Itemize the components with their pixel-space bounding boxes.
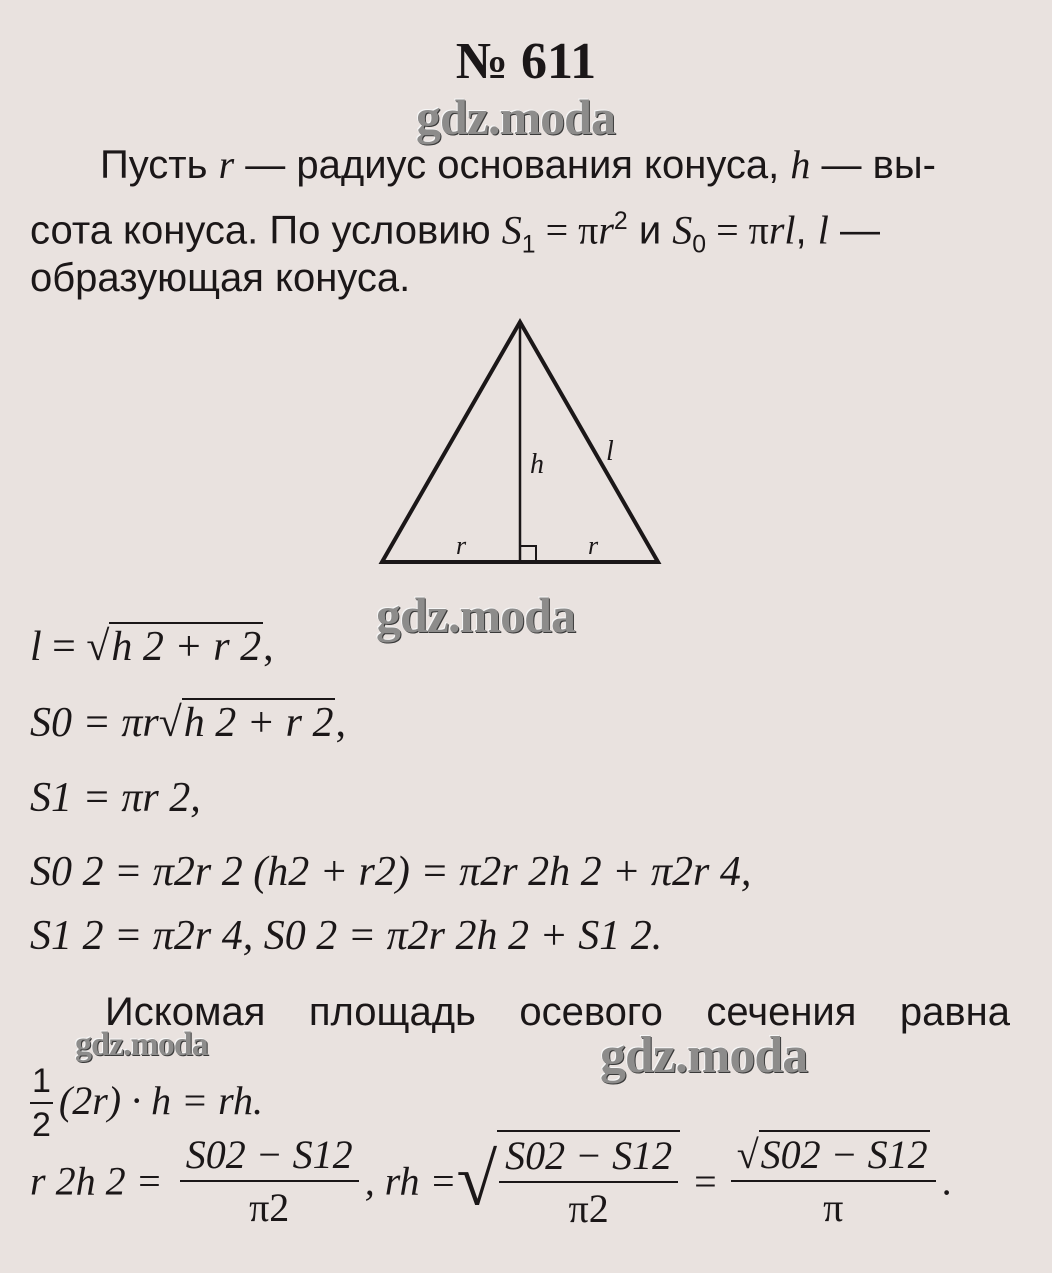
text: = (694, 1158, 717, 1204)
fraction-1 (180, 1131, 359, 1231)
formula-s0-squared: S0 2 = π2r 2 (h2 + r2) = π2r 2h 2 + π2r 4, (30, 849, 752, 895)
watermark: gdz.moda (416, 89, 615, 145)
text: = π (706, 207, 769, 253)
numerator: S02 − S12 (499, 1132, 678, 1183)
watermark: gdz.moda (600, 1027, 808, 1084)
text: и (627, 208, 673, 253)
lhs: S0 (30, 700, 72, 746)
radicand: S02 − S12 (760, 1132, 928, 1177)
formula-final (30, 1130, 952, 1232)
formula-s1-squared: S1 2 = π2r 4, S0 2 = π2r 2h 2 + S1 2. (30, 913, 663, 959)
text: . (941, 1158, 952, 1204)
var-rl: rl (768, 207, 796, 253)
var-s: S (501, 207, 522, 253)
label-r-right: r (588, 531, 599, 560)
text: , (263, 624, 274, 670)
text: , (795, 208, 818, 253)
text: = π (535, 207, 599, 253)
text: (2r) · h = rh. (58, 1078, 263, 1124)
formula-s1: S1 = πr 2, (30, 775, 201, 821)
label-r-left: r (456, 531, 467, 560)
radical-sign: √ (158, 700, 182, 746)
var-h: h (790, 142, 811, 187)
text: , rh = (364, 1158, 457, 1204)
label-l: l (606, 436, 614, 467)
denominator: π2 (568, 1186, 609, 1231)
numerator: 1 (30, 1062, 53, 1104)
intro-line-3: образующая конуса. (30, 256, 411, 300)
problem-number: № 611 (455, 33, 597, 90)
numerator: S02 − S12 (180, 1131, 359, 1182)
text: сота конуса. По условию (30, 208, 502, 253)
text: = (41, 624, 87, 670)
radicand: h 2 + r 2 (111, 624, 262, 670)
watermark: gdz.moda (376, 587, 575, 643)
formula-l (30, 622, 274, 671)
subscript: 0 (692, 231, 707, 259)
var-r: r (218, 142, 235, 187)
lhs: l (30, 624, 42, 670)
radical-sign: √ (736, 1132, 759, 1177)
radicand: h 2 + r 2 (183, 700, 334, 746)
var-s: S (672, 207, 693, 253)
conclusion-line: Искомая площадь осевого сечения равна (105, 990, 1010, 1034)
cone-section-diagram (370, 310, 680, 580)
var-r: r (598, 207, 614, 253)
text: — радиус основания конуса, (234, 143, 791, 187)
denominator: π (823, 1185, 844, 1230)
text: — (828, 208, 881, 253)
lhs: r 2h 2 = (30, 1158, 163, 1204)
fraction-3 (731, 1131, 936, 1231)
label-h: h (530, 449, 544, 480)
watermark-small: gdz.moda (75, 1026, 208, 1063)
subscript: 1 (521, 231, 536, 259)
radical-sign: √ (86, 624, 110, 670)
radical-sign: √ (456, 1139, 498, 1222)
formula-s0 (30, 698, 346, 747)
text: = πr (72, 700, 159, 746)
intro-line-1 (100, 136, 936, 194)
fraction-2 (497, 1130, 680, 1232)
text: Пусть (100, 143, 219, 187)
right-angle-mark (520, 546, 536, 562)
var-l: l (817, 207, 829, 253)
superscript: 2 (613, 208, 628, 235)
numerator (731, 1131, 936, 1182)
denominator: π2 (249, 1185, 290, 1230)
text: — вы- (810, 143, 936, 187)
text: , (335, 700, 346, 746)
denominator: 2 (32, 1106, 51, 1144)
